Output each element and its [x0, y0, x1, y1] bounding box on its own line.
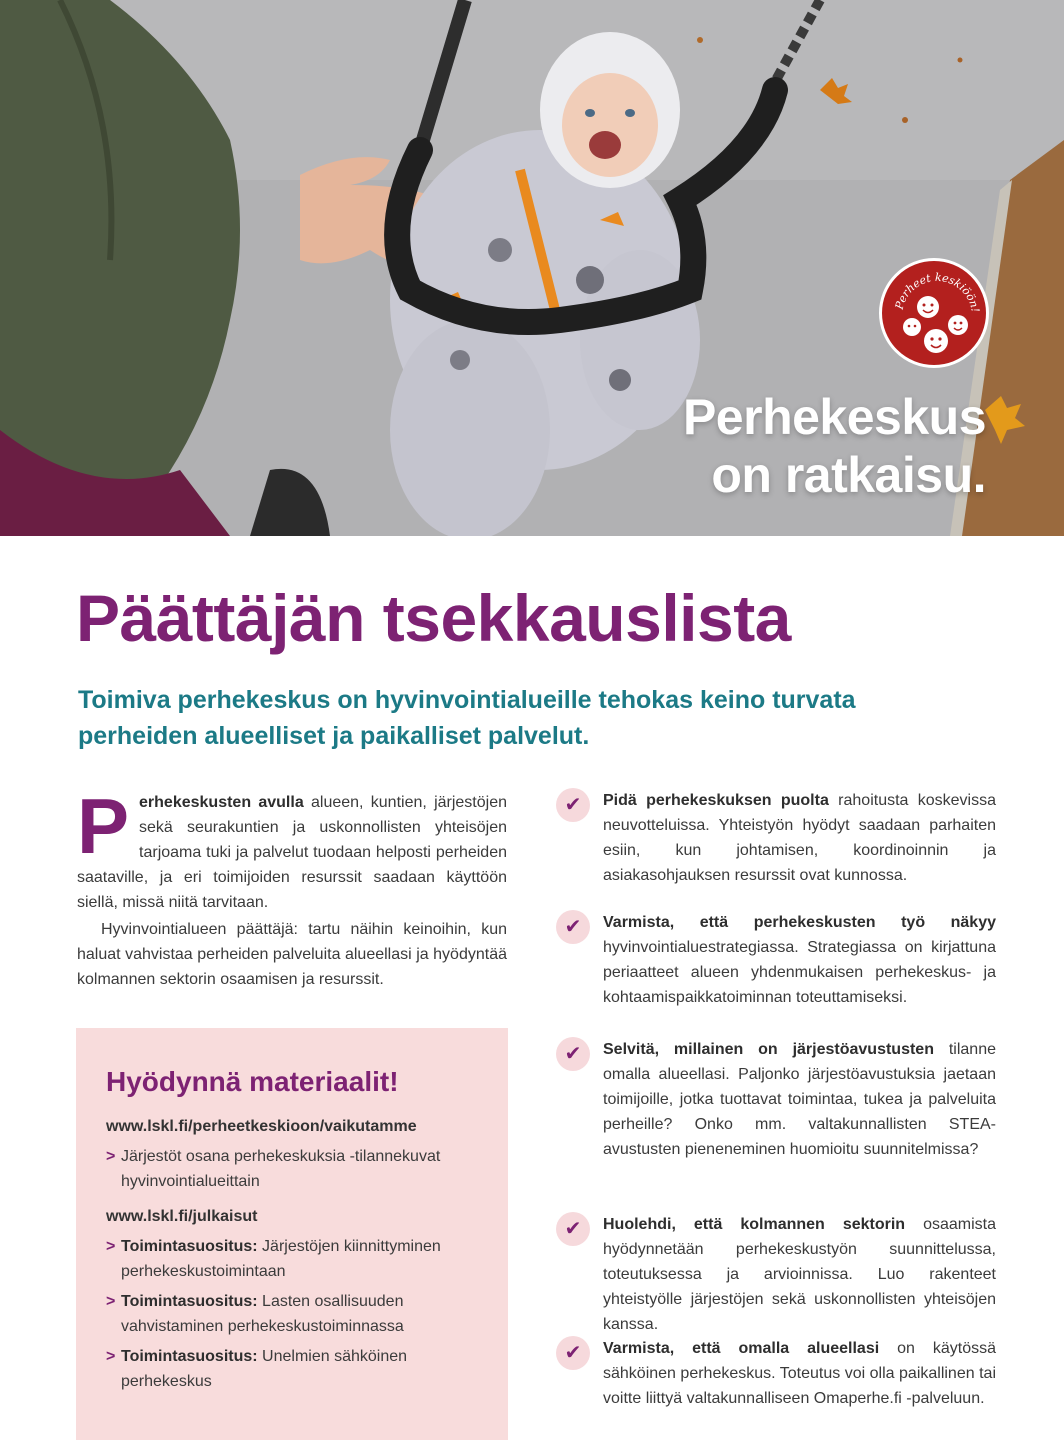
list-item: [106, 1344, 478, 1394]
materials-box: [76, 1028, 508, 1440]
checklist-item-5: [556, 1336, 996, 1411]
perheet-keskioon-logo: [879, 258, 989, 368]
checklist-bold: Varmista, että perhekeskusten työ näkyy: [603, 914, 996, 931]
checklist-body: hyvinvointialuestrategiassa. Strategiassa on kirjattuna periaatteet alueen yhdenmukaisen perhekeskus- ja kohtaamispaikkatoiminnan toteuttamiseksi.: [603, 939, 996, 1006]
list-item: [106, 1289, 478, 1339]
list-item-text: Järjestöjen kiinnittyminen perhekeskustoimintaan: [121, 1238, 441, 1280]
list-item-text: Unelmien sähköinen perhekeskus: [121, 1348, 408, 1390]
arrow-icon: >: [106, 1238, 116, 1255]
checklist-bold: Selvitä, millainen on järjestöavustusten: [603, 1041, 934, 1058]
intro-rest: alueen, kuntien, järjestöjen sekä seurakuntien ja uskonnollisten yhteisöjen tarjoama tuki ja palvelut tuodaan helposti perheiden saataville, ja eri toimijoiden resurssit saadaan käyttöön siellä, missä niitä tarvitaan.: [77, 794, 508, 911]
checklist-item-4: [556, 1212, 996, 1337]
list-item: [106, 1144, 478, 1194]
slogan-line-1: Perhekeskus: [682, 389, 986, 445]
arrow-icon: >: [106, 1348, 116, 1365]
intro-paragraph-2: Hyvinvointialueen päättäjä: tartu näihin keinoihin, kun haluat vahvistaa perheiden palveluita alueellasi ja hyödyntää kolmannen sektorin osaamisen ja resurssit.: [77, 921, 507, 988]
arrow-icon: >: [106, 1148, 116, 1165]
checklist-item-2: [556, 910, 996, 1010]
arrow-icon: >: [106, 1293, 116, 1310]
checkmark-icon: ✔: [556, 910, 590, 944]
checklist-body: osaamista hyödynnetään perhekeskustyön suunnittelussa, toteutuksessa ja arvioinnissa. Luo rakenteet yhteistyölle järjestöjen sekä uskonnollisten yhteisöjen kanssa.: [603, 1216, 996, 1333]
list-item-label: Toimintasuositus:: [121, 1348, 258, 1365]
checkmark-icon: ✔: [556, 1037, 590, 1071]
materials-list-2: [106, 1234, 478, 1394]
checklist-item-3: [556, 1037, 996, 1162]
checklist-bold: Varmista, että omalla alueellasi: [603, 1340, 880, 1357]
intro-bold: erhekeskusten avulla: [139, 794, 304, 811]
hero-photo: [0, 0, 1064, 536]
checklist-body: tilanne omalla alueellasi. Paljonko järjestöavustuksia jaetaan toimijoille, jotka tuottavat toimintaa, tukea ja palveluita perheille? Onko mm. valtakunnallisten STEA-avustusten pieneneminen huomioitu suunnitelmissa?: [603, 1041, 996, 1158]
list-item: [106, 1234, 478, 1284]
page-title: Päättäjän tsekkauslista: [76, 581, 791, 655]
checklist-text: [603, 910, 996, 1010]
list-item-label: Toimintasuositus:: [121, 1293, 258, 1310]
checklist-text: [603, 788, 996, 888]
slogan-line-2: on ratkaisu.: [711, 447, 986, 503]
materials-list-1: [106, 1144, 478, 1194]
lead-paragraph: Toimiva perhekeskus on hyvinvointialueille tehokas keino turvata perheiden alueelliset ja paikalliset palvelut.: [78, 686, 856, 750]
checklist-body: rahoitusta koskevissa neuvotteluissa. Yhteistyön hyödyt saadaan parhaiten esiin, kun johtamisen, koordinoinnin ja asiakasohjauksen resurssit ovat kunnossa.: [603, 792, 997, 884]
checkmark-icon: ✔: [556, 1212, 590, 1246]
checkmark-icon: ✔: [556, 788, 590, 822]
checklist-text: [603, 1212, 996, 1337]
checklist-body: on käytössä sähköinen perhekeskus. Toteutus voi olla paikallinen tai voitte liittyä valtakunnalliseen Omaperhe.fi -palveluun.: [603, 1340, 996, 1407]
checklist-text: [603, 1037, 996, 1162]
checklist-text: [603, 1336, 996, 1411]
list-item-text: Lasten osallisuuden vahvistaminen perhekeskustoiminnassa: [121, 1293, 404, 1335]
list-item-text: Järjestöt osana perhekeskuksia -tilannekuvat hyvinvointialueittain: [121, 1148, 441, 1190]
materials-heading: Hyödynnä materiaalit!: [106, 1066, 399, 1097]
logo-text: Perheet keskiöön!: [892, 270, 982, 314]
list-item-label: Toimintasuositus:: [121, 1238, 258, 1255]
checklist-item-1: [556, 788, 996, 888]
hero-slogan: [683, 388, 986, 504]
materials-link-vaikutamme[interactable]: www.lskl.fi/perheetkeskioon/vaikutamme: [106, 1118, 417, 1135]
checklist-bold: Huolehdi, että kolmannen sektorin: [603, 1216, 906, 1233]
intro-text: [77, 782, 508, 992]
checkmark-icon: ✔: [556, 1336, 590, 1370]
checklist-bold: Pidä perhekeskuksen puolta: [603, 792, 829, 809]
drop-cap: P: [77, 782, 130, 870]
materials-link-julkaisut[interactable]: www.lskl.fi/julkaisut: [106, 1208, 258, 1225]
intro-paragraph-1: [77, 782, 508, 915]
